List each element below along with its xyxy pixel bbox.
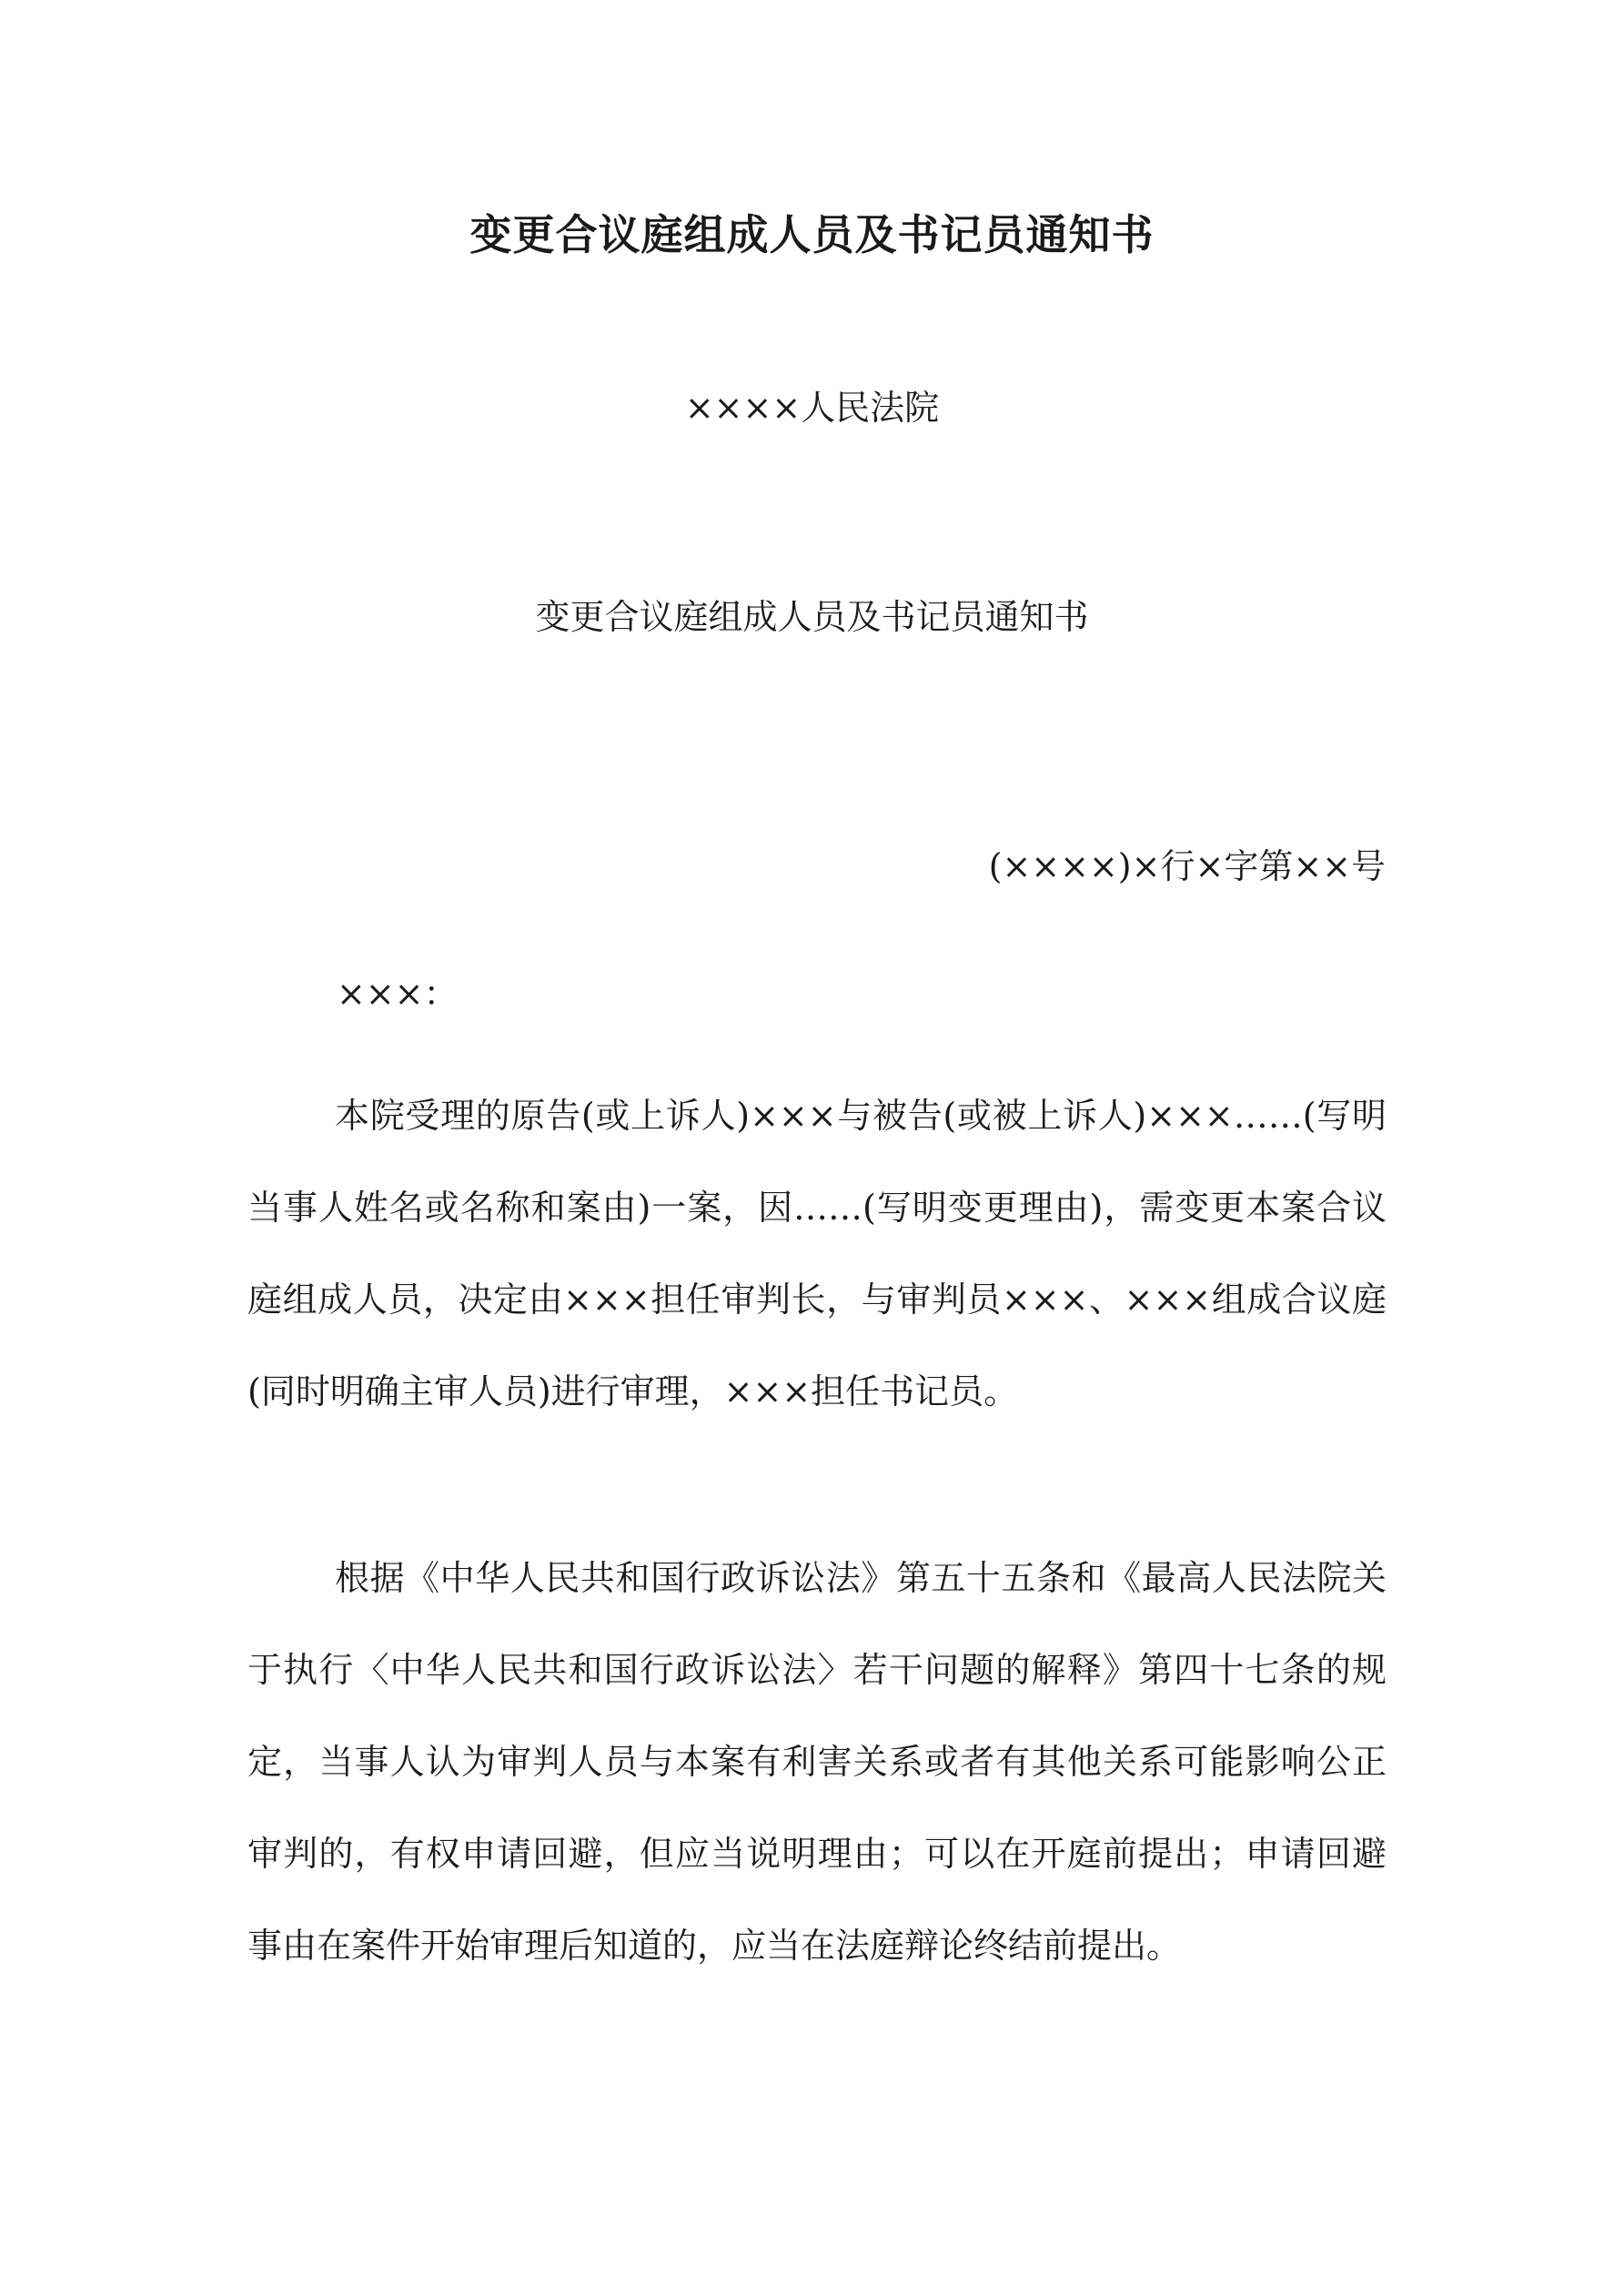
addressee: ×××： [337,974,459,1014]
notice-title: 变更合议庭组成人员及书记员通知书 [535,597,1089,637]
body-paragraph-legal-basis: 根据《中华人民共和国行政诉讼法》第五十五条和《最高人民法院关于执行〈中华人民共和国行政诉讼法〉若干问题的解释》第四十七条的规定，当事人认为审判人员与本案有利害关系或者有其他关系可能影响公正审判的，有权申请回避，但应当说明理由；可以在开庭前提出；申请回避事由在案件开始审理后知道的，应当在法庭辩论终结前提出。 [247,1558,1387,1966]
court-name: ××××人民法院 [684,388,940,428]
body-paragraph-notice: 本院受理的原告(或上诉人)×××与被告(或被上诉人)×××……(写明当事人姓名或名称和案由)一案，因……(写明变更理由)，需变更本案合议庭组成人员，决定由×××担任审判长，与审判员×××、×××组成合议庭(同时明确主审人员)进行审理，×××担任书记员。 [247,1096,1387,1411]
document-title: 变更合议庭组成人员及书记员通知书 [469,210,1155,259]
case-number: (××××)×行×字第××号 [988,846,1386,886]
